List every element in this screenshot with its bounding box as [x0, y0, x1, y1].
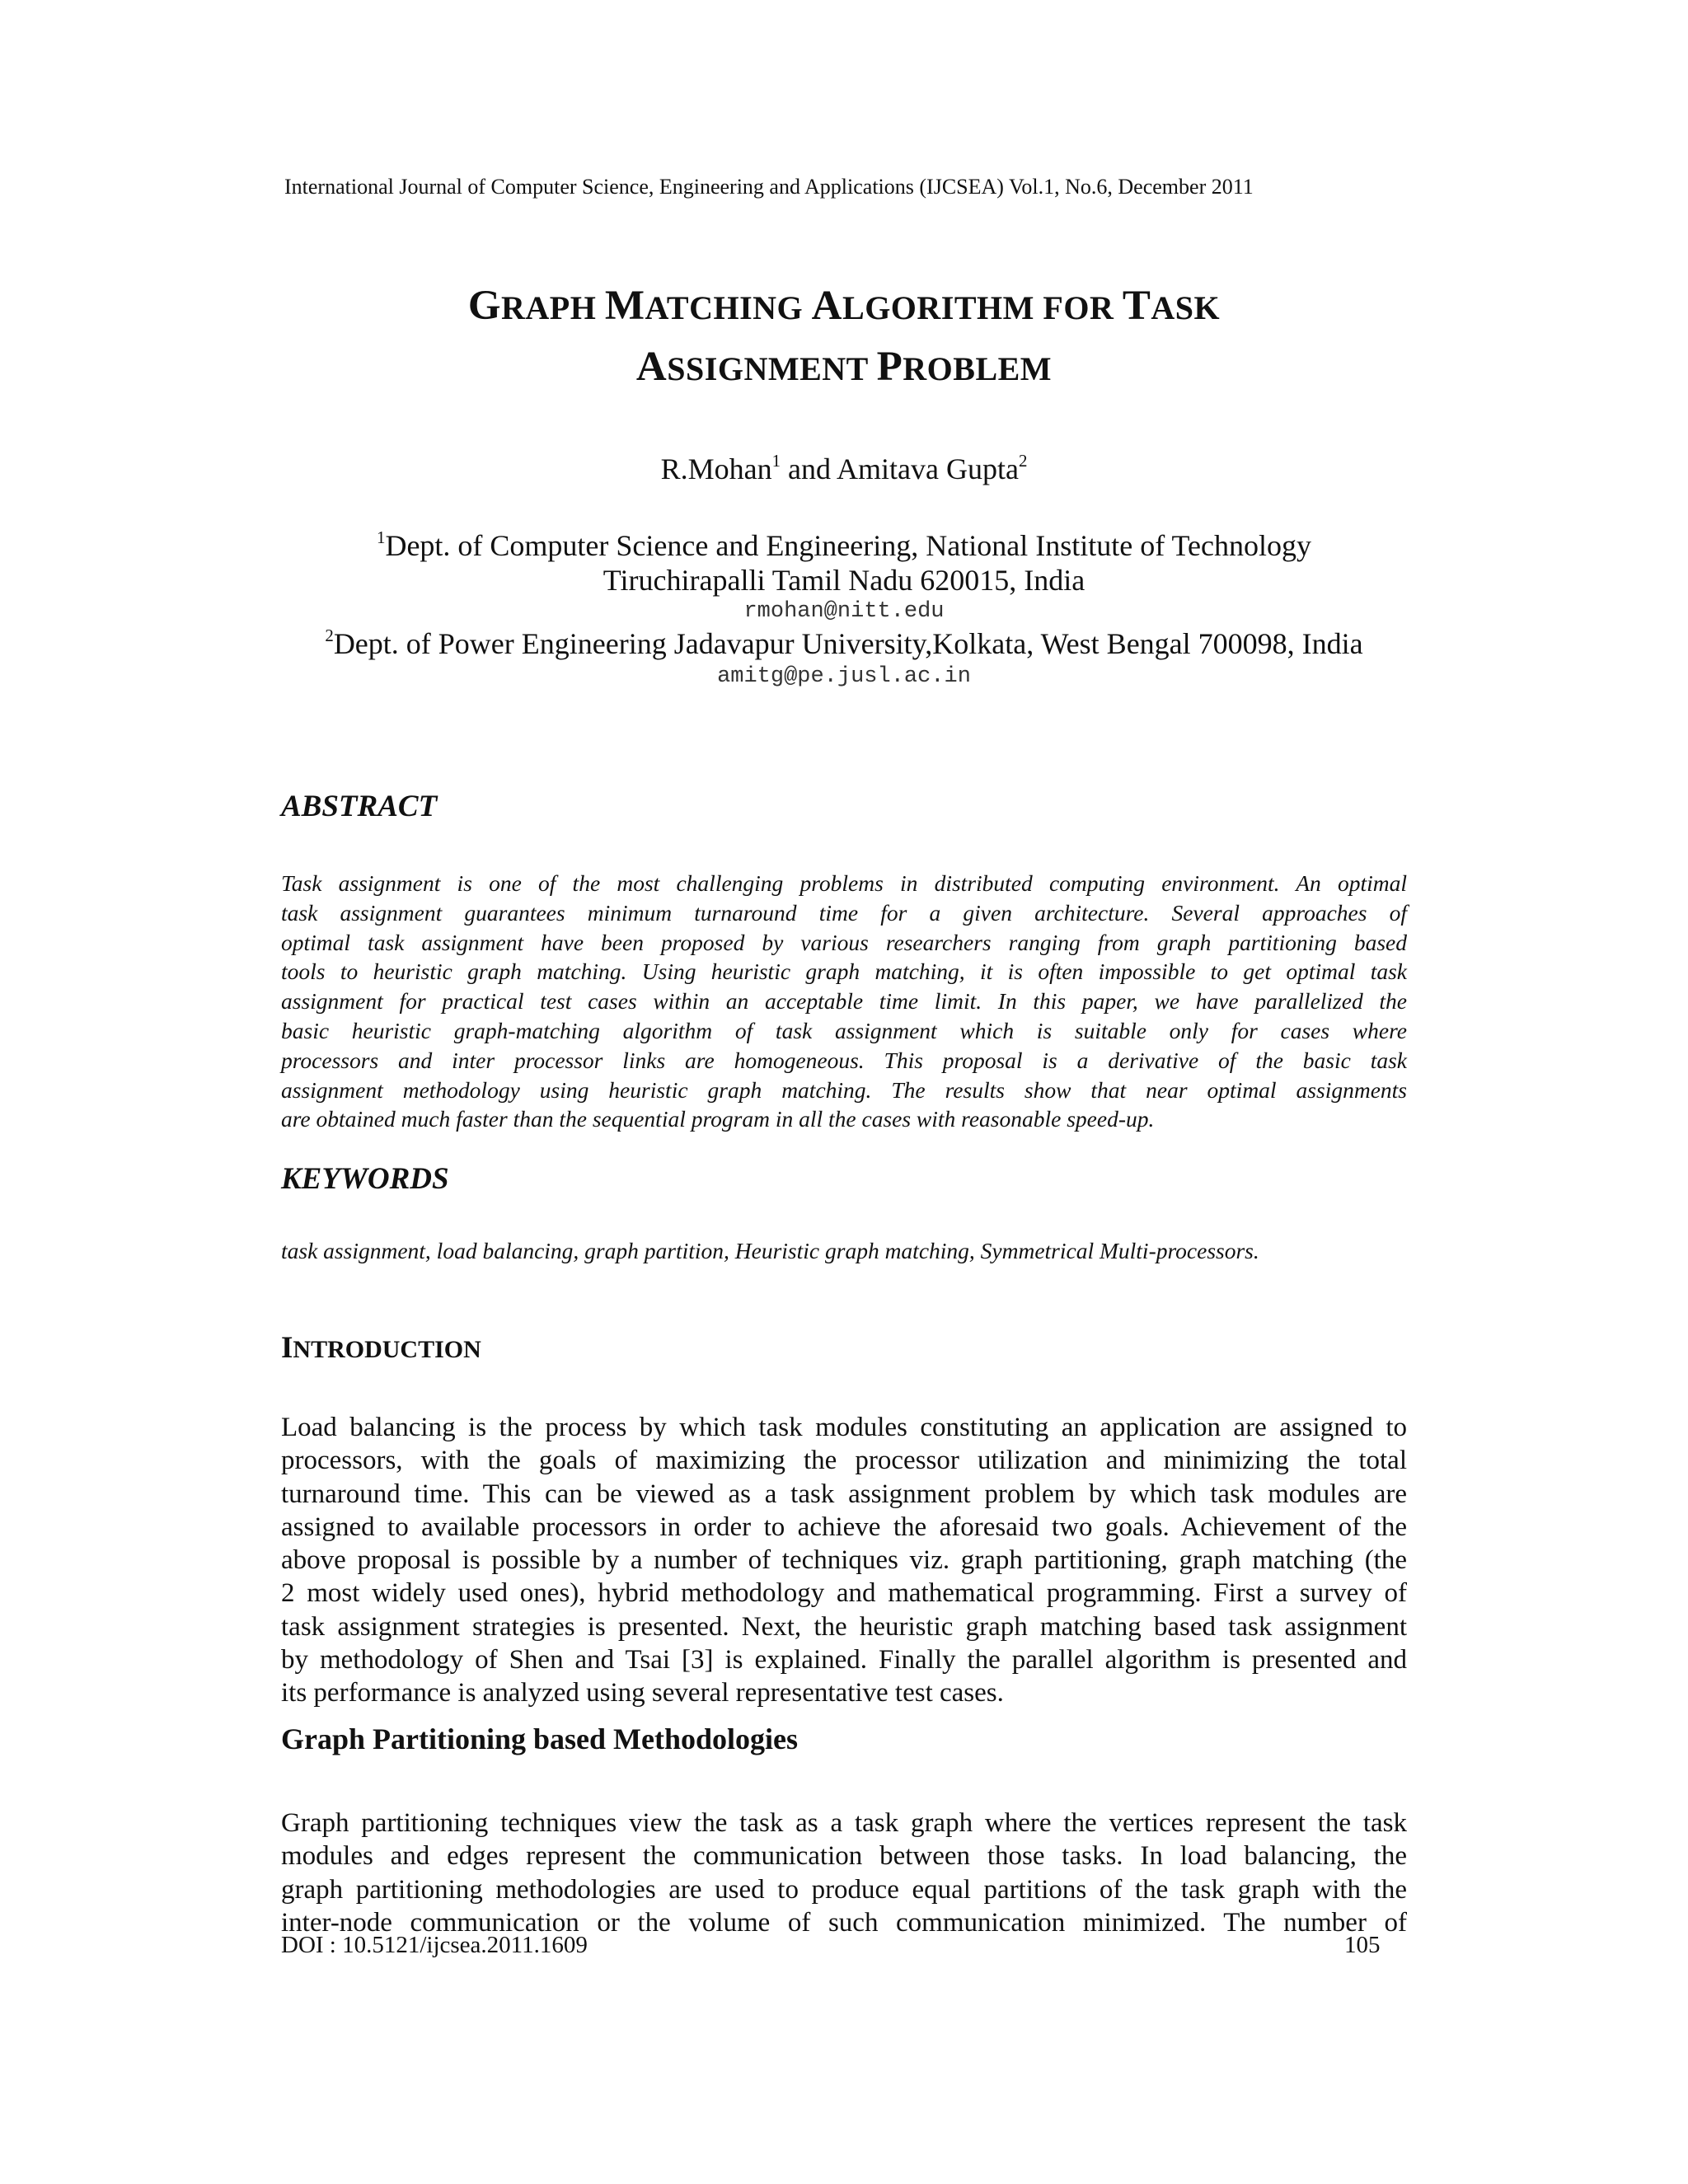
- title-word: ATCHING: [645, 289, 812, 326]
- affiliation-mark: 2: [325, 626, 334, 646]
- text-line: its performance is analyzed using several representative test cases.: [281, 1678, 1004, 1708]
- paper-title-line-1: [284, 285, 1404, 327]
- author-line: [284, 452, 1404, 486]
- author-name: Amitava Gupta: [837, 452, 1019, 485]
- text-line: tools to heuristic graph matching. Using heuristic graph matching, it is often impossible to get optimal task: [281, 958, 1407, 985]
- author-affiliation-mark: 2: [1018, 451, 1028, 471]
- author-name: R.Mohan: [660, 452, 772, 485]
- title-word: SSIGNMENT: [667, 350, 877, 387]
- affiliation-text: Dept. of Computer Science and Engineering, National Institute of Technology: [385, 529, 1311, 562]
- title-word: FOR: [1043, 289, 1123, 326]
- text-line: by methodology of Shen and Tsai [3] is explained. Finally the parallel algorithm is presented and: [281, 1645, 1407, 1675]
- affiliation-mark: 1: [377, 527, 386, 548]
- text-line: task assignment guarantees minimum turnaround time for a given architecture. Several approaches of: [281, 899, 1407, 926]
- author-affiliation-mark: 1: [771, 451, 781, 471]
- text-line: 2 most widely used ones), hybrid methodology and mathematical programming. First a survey of: [281, 1578, 1407, 1609]
- abstract-heading: ABSTRACT: [281, 790, 438, 823]
- title-initial: M: [604, 283, 645, 329]
- author-1-email: rmohan@nitt.edu: [743, 599, 945, 624]
- text-line: processors, with the goals of maximizing the processor utilization and minimizing the total: [281, 1446, 1407, 1476]
- footer-doi: DOI : 10.5121/ijcsea.2011.1609: [281, 1932, 588, 1958]
- title-initial: G: [467, 283, 502, 329]
- text-line: Task assignment is one of the most challenging problems in distributed computing environment. An optimal: [281, 870, 1407, 896]
- introduction-heading: [281, 1333, 481, 1363]
- keywords-heading: KEYWORDS: [281, 1162, 449, 1196]
- keywords-text: task assignment, load balancing, graph partition, Heuristic graph matching, Symmetrical Multi-processors.: [281, 1238, 1259, 1263]
- text-line: assignment methodology using heuristic graph matching. The results show that near optimal assignments: [281, 1076, 1407, 1103]
- title-initial: T: [1122, 283, 1151, 329]
- text-line: task assignment strategies is presented. Next, the heuristic graph matching based task assignment: [281, 1611, 1407, 1642]
- affiliation-2-line-1: [198, 626, 1490, 660]
- abstract-body: [281, 869, 1407, 1134]
- title-word: RAPH: [501, 289, 605, 326]
- heading-initial: I: [281, 1331, 293, 1365]
- running-header: International Journal of Computer Science, Engineering and Applications (IJCSEA) Vol.1, No.6, December 2011: [284, 175, 1254, 199]
- text-line: modules and edges represent the communication between those tasks. In load balancing, the: [281, 1841, 1407, 1872]
- author-conjunction: and: [781, 452, 837, 485]
- title-word: ASK: [1151, 289, 1221, 326]
- text-line: turnaround time. This can be viewed as a task assignment problem by which task modules are: [281, 1479, 1407, 1509]
- text-line: above proposal is possible by a number of techniques viz. graph partitioning, graph matching (the: [281, 1545, 1407, 1576]
- text-line: optimal task assignment have been proposed by various researchers ranging from graph partitioning based: [281, 929, 1407, 955]
- graph-partitioning-body: [281, 1807, 1407, 1939]
- text-line: are obtained much faster than the sequential program in all the cases with reasonable speed-up.: [281, 1106, 1155, 1132]
- heading-rest: NTRODUCTION: [293, 1336, 481, 1363]
- text-line: Load balancing is the process by which task modules constituting an application are assigned to: [281, 1413, 1407, 1442]
- text-line: processors and inter processor links are homogeneous. This proposal is a derivative of the basic task: [281, 1047, 1407, 1073]
- graph-partitioning-heading: Graph Partitioning based Methodologies: [281, 1722, 799, 1755]
- text-line: assignment for practical test cases within an acceptable time limit. In this paper, we have parallelized the: [281, 988, 1407, 1015]
- title-initial: P: [876, 344, 903, 390]
- affiliation-1-line-1: [198, 527, 1490, 562]
- text-line: inter-node communication or the volume of such communication minimized. The number of: [281, 1907, 1407, 1938]
- text-line: Graph partitioning techniques view the task as a task graph where the vertices represent the task: [281, 1808, 1407, 1838]
- text-line: graph partitioning methodologies are used to produce equal partitions of the task graph with the: [281, 1874, 1407, 1905]
- introduction-body: [281, 1411, 1407, 1710]
- page-number: 105: [1344, 1932, 1381, 1958]
- title-word: LGORITHM: [842, 289, 1043, 326]
- text-line: basic heuristic graph-matching algorithm of task assignment which is suitable only for cases where: [281, 1017, 1407, 1043]
- affiliation-1-line-2: Tiruchirapalli Tamil Nadu 620015, India: [603, 564, 1085, 597]
- affiliation-text: Dept. of Power Engineering Jadavapur University,Kolkata, West Bengal 700098, India: [333, 627, 1363, 660]
- text-line: assigned to available processors in order to achieve the aforesaid two goals. Achievement of the: [281, 1511, 1407, 1542]
- paper-title-line-2: [284, 346, 1404, 388]
- title-initial: A: [635, 344, 668, 390]
- author-2-email: amitg@pe.jusl.ac.in: [717, 664, 971, 689]
- title-initial: A: [811, 283, 843, 329]
- title-word: ROBLEM: [903, 350, 1053, 387]
